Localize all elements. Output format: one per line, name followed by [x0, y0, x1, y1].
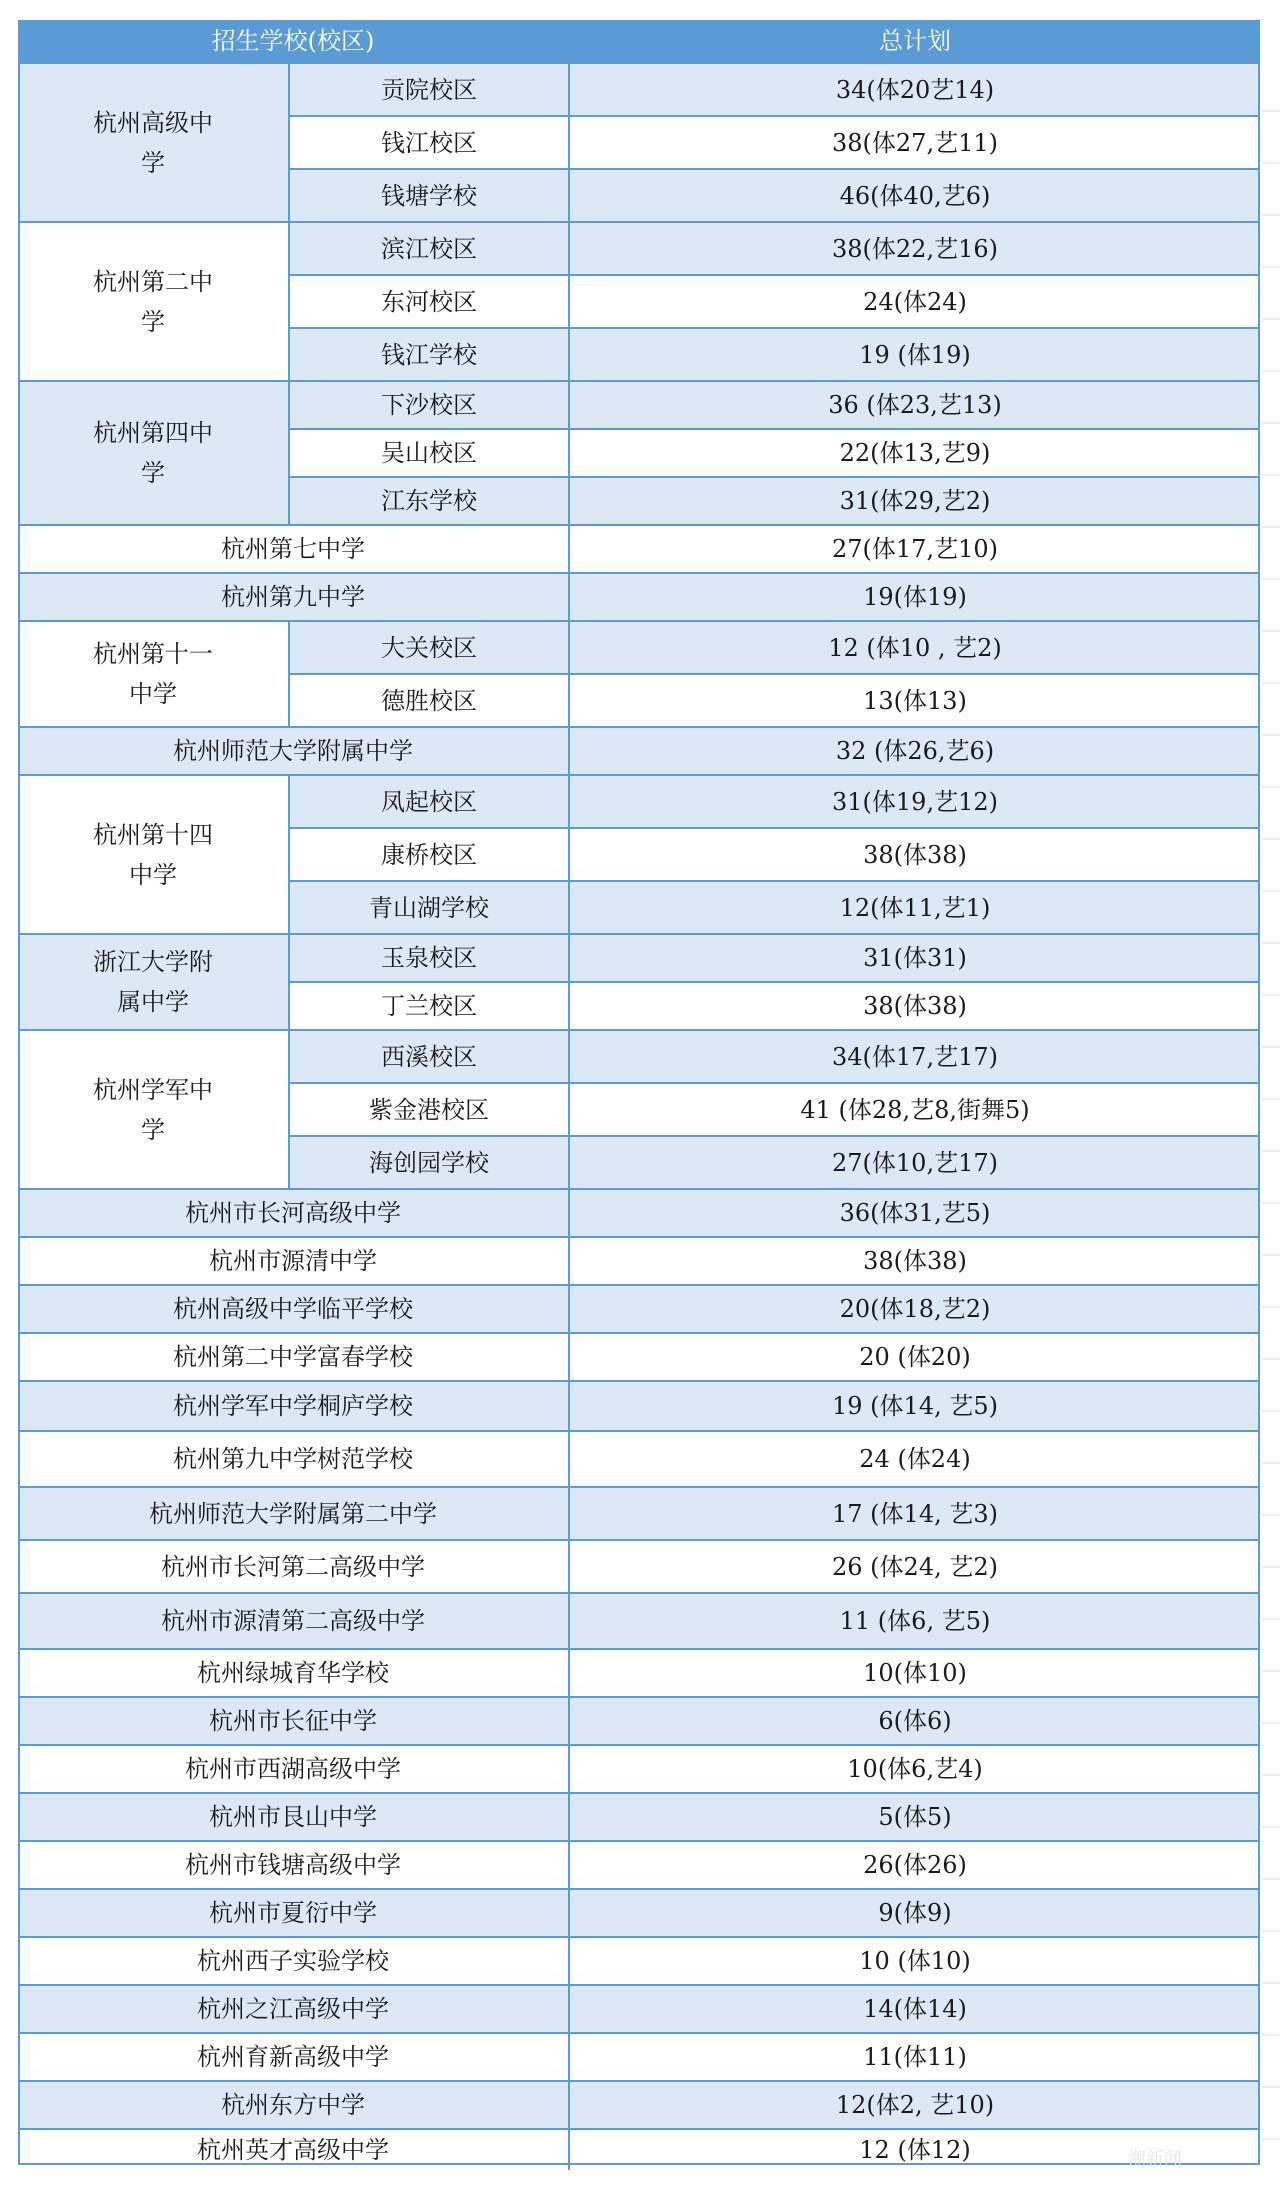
campus-name-text: 江东学校 [381, 487, 477, 515]
campus-name-text: 丁兰校区 [381, 992, 477, 1020]
school-name-text: 杭州西子实验学校 [197, 1947, 389, 1975]
campus-name-text: 贡院校区 [381, 75, 477, 104]
school-name [18, 933, 288, 1029]
plan-value [568, 1648, 1260, 1696]
school-name [18, 1332, 568, 1380]
plan-value [568, 572, 1260, 620]
school-name-text: 杭州第十一中学 [93, 640, 213, 708]
header-plan-text: 总计划 [879, 27, 951, 55]
plan-value [568, 1592, 1260, 1648]
plan-value-text: 22(体13,艺9) [839, 439, 991, 467]
plan-value [568, 827, 1260, 880]
plan-value-text: 34(体20艺14) [835, 75, 995, 104]
school-name [18, 2032, 568, 2080]
school-name [18, 1284, 568, 1332]
school-name [18, 1430, 568, 1486]
plan-value [568, 1188, 1260, 1236]
plan-value [568, 1029, 1260, 1082]
plan-value-text: 31(体19,艺12) [832, 787, 998, 816]
plan-value-text: 27(体17,艺10) [832, 535, 998, 563]
plan-value-text: 31(体29,艺2) [839, 487, 991, 515]
school-name [18, 380, 288, 524]
plan-value [568, 2080, 1260, 2128]
school-name-text: 杭州市长征中学 [209, 1707, 377, 1735]
school-name [18, 2080, 568, 2128]
school-name [18, 774, 288, 933]
plan-value [568, 1888, 1260, 1936]
school-name-text: 杭州师范大学附属第二中学 [149, 1499, 437, 1528]
plan-value-text: 36 (体23,艺13) [828, 391, 1002, 419]
campus-name-text: 康桥校区 [381, 840, 477, 869]
plan-value-text: 10(体10) [863, 1659, 967, 1687]
campus-name [288, 1135, 568, 1188]
plan-value [568, 620, 1260, 673]
plan-value-text: 26 (体24, 艺2) [832, 1552, 998, 1581]
plan-value-text: 11 (体6, 艺5) [839, 1607, 991, 1635]
adjacent-column-edge [1262, 60, 1280, 2160]
school-name-text: 杭州第二中学富春学校 [173, 1343, 413, 1371]
school-name-text: 杭州市钱塘高级中学 [185, 1851, 401, 1879]
plan-value [568, 1744, 1260, 1792]
school-name [18, 62, 288, 221]
plan-value [568, 933, 1260, 981]
plan-value-text: 14(体14) [863, 1995, 967, 2023]
plan-value-text: 31(体31) [863, 944, 967, 972]
plan-value-text: 26(体26) [863, 1851, 967, 1879]
plan-value-text: 27(体10,艺17) [832, 1148, 998, 1177]
school-name [18, 1486, 568, 1539]
plan-value-text: 38(体38) [863, 992, 967, 1020]
plan-value-text: 10(体6,艺4) [847, 1755, 983, 1783]
campus-name-text: 玉泉校区 [381, 944, 477, 972]
school-name-text: 杭州英才高级中学 [197, 2136, 389, 2164]
plan-value [568, 774, 1260, 827]
campus-name [288, 62, 568, 115]
school-name [18, 1188, 568, 1236]
school-name [18, 221, 288, 380]
school-name [18, 620, 288, 726]
school-name [18, 572, 568, 620]
school-name [18, 726, 568, 774]
school-name-text: 杭州第九中学树范学校 [173, 1445, 413, 1473]
plan-value-text: 38(体38) [863, 1247, 967, 1275]
plan-value-text: 5(体5) [878, 1803, 952, 1831]
school-name-text: 杭州市长河高级中学 [185, 1199, 401, 1227]
plan-value [568, 428, 1260, 476]
school-name-text: 杭州第七中学 [221, 535, 365, 563]
campus-name-text: 吴山校区 [381, 439, 477, 467]
watermark: 潮新闻 [1128, 2149, 1182, 2170]
plan-value [568, 1135, 1260, 1188]
plan-value-text: 24(体24) [863, 287, 967, 316]
header-school-text: 招生学校(校区) [211, 27, 375, 55]
campus-name-text: 下沙校区 [381, 391, 477, 419]
school-name [18, 524, 568, 572]
campus-name [288, 168, 568, 221]
school-name-text: 杭州市源清第二高级中学 [161, 1607, 425, 1635]
school-name [18, 1648, 568, 1696]
school-name-text: 杭州育新高级中学 [197, 2043, 389, 2071]
plan-value [568, 1792, 1260, 1840]
plan-value [568, 1486, 1260, 1539]
plan-value [568, 1284, 1260, 1332]
campus-name [288, 380, 568, 428]
school-name-text: 杭州高级中学 [93, 108, 213, 177]
plan-value [568, 524, 1260, 572]
school-name-text: 杭州师范大学附属中学 [173, 737, 413, 765]
plan-value [568, 1984, 1260, 2032]
plan-value [568, 1082, 1260, 1135]
campus-name-text: 钱江校区 [381, 128, 477, 157]
school-name [18, 1236, 568, 1284]
school-name-text: 杭州东方中学 [221, 2091, 365, 2119]
school-name-text: 杭州之江高级中学 [197, 1995, 389, 2023]
plan-value [568, 62, 1260, 115]
campus-name [288, 221, 568, 274]
plan-value-text: 34(体17,艺17) [832, 1042, 998, 1071]
school-name-text: 杭州高级中学临平学校 [173, 1295, 413, 1323]
school-name [18, 1029, 288, 1188]
campus-name [288, 327, 568, 380]
school-name-text: 杭州市长河第二高级中学 [161, 1552, 425, 1581]
plan-value-text: 9(体9) [878, 1899, 952, 1927]
plan-value-text: 36(体31,艺5) [839, 1199, 991, 1227]
plan-value-text: 32 (体26,艺6) [835, 737, 995, 765]
school-name-text: 杭州第二中学 [93, 267, 213, 336]
plan-value-text: 6(体6) [878, 1707, 952, 1735]
plan-value-text: 12 (体10 , 艺2) [828, 633, 1002, 662]
plan-value [568, 274, 1260, 327]
plan-value-text: 12(体11,艺1) [839, 893, 991, 922]
campus-name-text: 海创园学校 [369, 1148, 489, 1177]
plan-value-text: 46(体40,艺6) [839, 181, 991, 210]
school-name [18, 1936, 568, 1984]
plan-value [568, 726, 1260, 774]
school-name-text: 杭州市艮山中学 [209, 1803, 377, 1831]
plan-value [568, 1696, 1260, 1744]
campus-name [288, 115, 568, 168]
plan-value-text: 12(体2, 艺10) [835, 2091, 995, 2119]
plan-value-text: 11(体11) [863, 2043, 967, 2071]
plan-value-text: 38(体22,艺16) [832, 234, 998, 263]
school-name [18, 1984, 568, 2032]
campus-name [288, 827, 568, 880]
campus-name [288, 933, 568, 981]
school-name-text: 杭州第四中学 [93, 419, 213, 487]
plan-value [568, 1539, 1260, 1592]
school-name [18, 1840, 568, 1888]
plan-value [568, 221, 1260, 274]
plan-value [568, 1430, 1260, 1486]
school-name-text: 杭州学军中学 [93, 1075, 213, 1144]
plan-value [568, 880, 1260, 933]
school-name-text: 杭州绿城育华学校 [197, 1659, 389, 1687]
campus-name-text: 青山湖学校 [369, 893, 489, 922]
plan-value-text: 12 (体12) [859, 2136, 971, 2164]
campus-name-text: 西溪校区 [381, 1042, 477, 1071]
school-name-text: 杭州第十四中学 [93, 820, 213, 889]
school-name [18, 1696, 568, 1744]
plan-value-text: 19(体19) [863, 583, 967, 611]
plan-value [568, 673, 1260, 726]
school-name [18, 1888, 568, 1936]
plan-value-text: 41 (体28,艺8,街舞5) [800, 1095, 1030, 1124]
school-name [18, 1744, 568, 1792]
school-name [18, 1539, 568, 1592]
plan-value-text: 38(体38) [863, 840, 967, 869]
campus-name-text: 东河校区 [381, 287, 477, 316]
plan-value [568, 1332, 1260, 1380]
plan-value-text: 24 (体24) [859, 1445, 971, 1473]
plan-value [568, 380, 1260, 428]
plan-value [568, 168, 1260, 221]
campus-name [288, 274, 568, 327]
campus-name-text: 钱江学校 [381, 340, 477, 369]
campus-name [288, 1029, 568, 1082]
plan-value [568, 981, 1260, 1029]
plan-value-text: 20(体18,艺2) [839, 1295, 991, 1323]
plan-value-text: 20 (体20) [859, 1343, 971, 1371]
campus-name [288, 1082, 568, 1135]
plan-value [568, 476, 1260, 524]
campus-name-text: 紫金港校区 [369, 1095, 489, 1124]
plan-value-text: 10 (体10) [859, 1947, 971, 1975]
school-name-text: 杭州市夏衍中学 [209, 1899, 377, 1927]
campus-name-text: 德胜校区 [381, 686, 477, 715]
header-school [18, 20, 568, 62]
plan-value [568, 1840, 1260, 1888]
school-name [18, 1792, 568, 1840]
plan-value-text: 38(体27,艺11) [832, 128, 998, 157]
enrollment-table [18, 20, 1260, 2165]
school-name-text: 杭州市源清中学 [209, 1247, 377, 1275]
campus-name [288, 673, 568, 726]
plan-value [568, 115, 1260, 168]
plan-value-text: 19 (体14, 艺5) [832, 1392, 998, 1420]
school-name-text: 杭州学军中学桐庐学校 [173, 1392, 413, 1420]
header-plan [568, 20, 1260, 62]
school-name [18, 1380, 568, 1430]
plan-value-text: 13(体13) [863, 686, 967, 715]
plan-value [568, 1380, 1260, 1430]
campus-name [288, 476, 568, 524]
campus-name [288, 428, 568, 476]
campus-name [288, 880, 568, 933]
campus-name [288, 774, 568, 827]
school-name-text: 杭州第九中学 [221, 583, 365, 611]
campus-name-text: 大关校区 [381, 633, 477, 662]
plan-value [568, 1236, 1260, 1284]
school-name-text: 浙江大学附属中学 [93, 948, 213, 1016]
plan-value-text: 17 (体14, 艺3) [832, 1499, 998, 1528]
campus-name [288, 981, 568, 1029]
school-name [18, 1592, 568, 1648]
school-name-text: 杭州市西湖高级中学 [185, 1755, 401, 1783]
campus-name [288, 620, 568, 673]
plan-value [568, 1936, 1260, 1984]
plan-value [568, 2032, 1260, 2080]
plan-value [568, 327, 1260, 380]
plan-value-text: 19 (体19) [859, 340, 971, 369]
campus-name-text: 凤起校区 [381, 787, 477, 816]
campus-name-text: 滨江校区 [381, 234, 477, 263]
school-name [18, 2128, 568, 2170]
campus-name-text: 钱塘学校 [381, 181, 477, 210]
